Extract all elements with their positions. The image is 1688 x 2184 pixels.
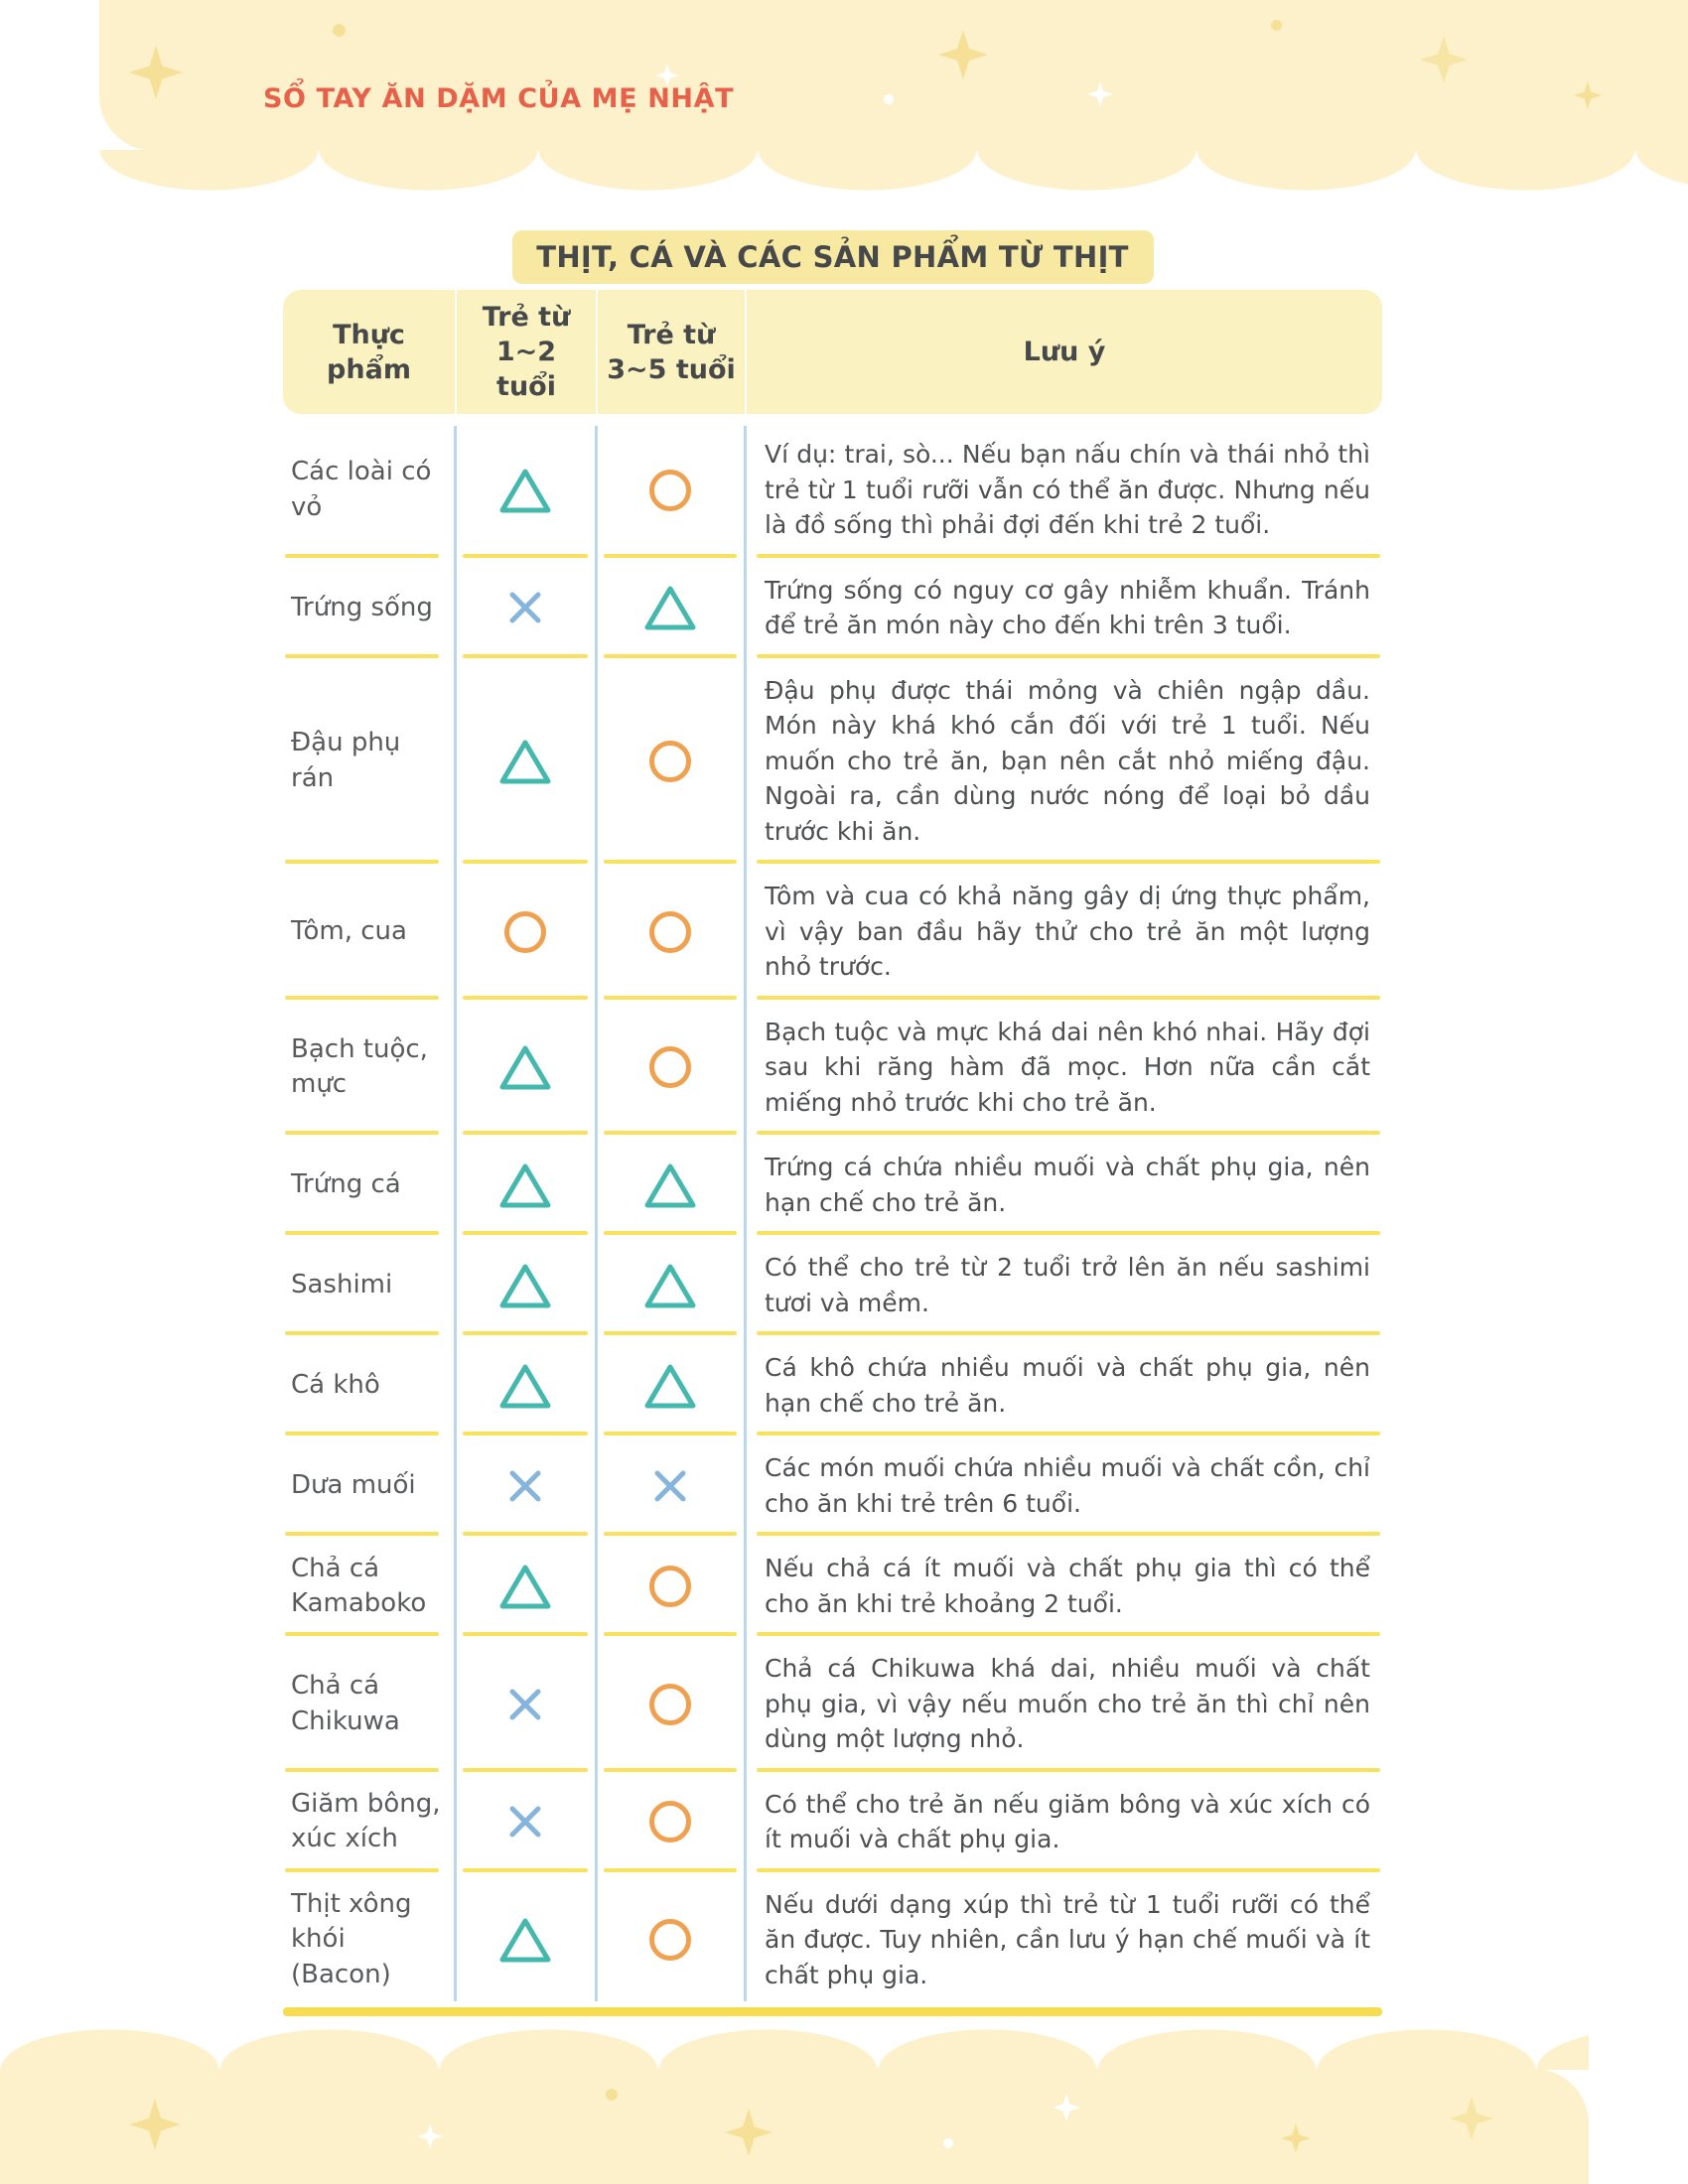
note-text: Có thể cho trẻ ăn nếu giăm bông và xúc xích có ít muối và chất phụ gia. <box>765 1789 1370 1854</box>
food-name: Bạch tuộc, mực <box>291 1033 428 1100</box>
rating-3-5-cell <box>596 1335 745 1435</box>
star-icon <box>417 2123 443 2149</box>
rating-3-5-cell <box>596 1435 745 1536</box>
circle-icon <box>647 1682 693 1727</box>
rating-3-5-cell <box>596 1772 745 1872</box>
note-text: Nếu chả cá ít muối và chất phụ gia thì có thể cho ăn khi trẻ khoảng 2 tuổi. <box>765 1554 1370 1618</box>
food-name: Tôm, cua <box>291 915 407 946</box>
food-cell <box>283 1772 455 1872</box>
food-name: Cá khô <box>291 1370 380 1401</box>
rating-1-2-cell <box>455 658 596 865</box>
rating-1-2-cell <box>455 1435 596 1536</box>
rating-3-5-cell <box>596 1636 745 1772</box>
dot-decoration <box>1271 20 1282 31</box>
circle-icon <box>647 739 693 784</box>
star-icon <box>1450 2097 1493 2140</box>
rating-1-2-cell <box>455 1636 596 1772</box>
rating-1-2-cell <box>455 864 596 1000</box>
note-text: Nếu dưới dạng xúp thì trẻ từ 1 tuổi rưỡi có thể ăn được. Tuy nhiên, cần lưu ý hạn chế muối và ít chất phụ gia. <box>765 1889 1370 1989</box>
food-cell <box>283 864 455 1000</box>
note-cell <box>745 422 1382 558</box>
food-cell <box>283 1335 455 1435</box>
food-cell <box>283 1000 455 1136</box>
food-cell <box>283 1235 455 1335</box>
triangle-icon <box>498 1262 552 1309</box>
scallop-edge-bottom <box>0 2029 1589 2070</box>
table-row <box>283 1435 1382 1536</box>
rating-1-2-cell <box>455 1335 596 1435</box>
table-row <box>283 864 1382 1000</box>
circle-icon <box>647 909 693 955</box>
scallop-edge-top <box>99 150 1688 191</box>
note-text: Trứng cá chứa nhiều muối và chất phụ gia, nên hạn chế cho trẻ ăn. <box>765 1153 1370 1217</box>
triangle-icon <box>498 1362 552 1410</box>
rating-1-2-cell <box>455 1872 596 2008</box>
table-row <box>283 558 1382 658</box>
star-icon <box>1053 2094 1080 2121</box>
triangle-icon <box>498 467 552 514</box>
column-header-age-3-5: Trẻ từ 3~5 tuổi <box>596 290 745 414</box>
food-table-section <box>283 230 1382 2097</box>
rating-3-5-cell <box>596 1536 745 1636</box>
note-text: Trứng sống có nguy cơ gây nhiễm khuẩn. Tránh để trẻ ăn món này cho đến khi trên 3 tuổi. <box>765 575 1370 640</box>
note-cell <box>745 658 1382 865</box>
note-text: Tôm và cua có khả năng gây dị ứng thực phẩm, vì vậy ban đầu hãy thử cho trẻ ăn một lượng nhỏ trước. <box>765 882 1370 982</box>
food-name: Sashimi <box>291 1270 393 1300</box>
rating-1-2-cell <box>455 422 596 558</box>
rating-1-2-cell <box>455 1000 596 1136</box>
table-row <box>283 1772 1382 1872</box>
star-icon <box>1281 2123 1311 2153</box>
table-row <box>283 1000 1382 1136</box>
food-name: Thịt xông khói (Bacon) <box>291 1889 412 1989</box>
bottom-rule <box>283 2007 1382 2016</box>
note-cell <box>745 1135 1382 1235</box>
food-cell <box>283 1435 455 1536</box>
note-cell <box>745 1772 1382 1872</box>
star-icon <box>1574 81 1602 109</box>
note-cell <box>745 1435 1382 1536</box>
star-icon <box>1420 36 1468 83</box>
rating-1-2-cell <box>455 1772 596 1872</box>
food-name: Chả cá Kamaboko <box>291 1553 427 1618</box>
book-title: SỔ TAY ĂN DẶM CỦA MẸ NHẬT <box>263 83 735 114</box>
triangle-icon <box>498 1916 552 1964</box>
rating-3-5-cell <box>596 1872 745 2008</box>
food-name: Dưa muối <box>291 1470 416 1501</box>
note-cell <box>745 1536 1382 1636</box>
table-row <box>283 1135 1382 1235</box>
food-cell <box>283 558 455 658</box>
circle-icon <box>502 909 548 955</box>
rating-1-2-cell <box>455 1135 596 1235</box>
dot-decoration <box>333 24 346 37</box>
rating-3-5-cell <box>596 1135 745 1235</box>
note-text: Bạch tuộc và mực khá dai nên khó nhai. Hãy đợi sau khi răng hàm đã mọc. Hơn nữa cần cắt miếng nhỏ trước khi cho trẻ ăn. <box>765 1017 1370 1117</box>
note-cell <box>745 558 1382 658</box>
star-icon <box>938 30 988 79</box>
food-name: Chả cá Chikuwa <box>291 1671 400 1736</box>
note-cell <box>745 1235 1382 1335</box>
cross-icon <box>504 587 546 628</box>
circle-icon <box>647 468 693 513</box>
circle-icon <box>647 1917 693 1963</box>
circle-icon <box>647 1044 693 1090</box>
triangle-icon <box>643 1362 697 1410</box>
column-header-age-1-2: Trẻ từ 1~2 tuổi <box>455 290 596 414</box>
top-decorative-band <box>99 0 1688 151</box>
triangle-icon <box>498 1563 552 1610</box>
food-cell <box>283 1872 455 2008</box>
triangle-icon <box>498 738 552 785</box>
note-text: Cá khô chứa nhiều muối và chất phụ gia, nên hạn chế cho trẻ ăn. <box>765 1353 1370 1418</box>
star-icon <box>1087 81 1113 107</box>
note-cell <box>745 1636 1382 1772</box>
table-title: THỊT, CÁ VÀ CÁC SẢN PHẨM TỪ THỊT <box>512 230 1154 284</box>
column-header-notes: Lưu ý <box>745 290 1382 414</box>
food-name: Trứng sống <box>291 592 433 622</box>
cross-icon <box>504 1684 546 1725</box>
star-icon <box>129 2099 181 2150</box>
triangle-icon <box>643 584 697 631</box>
note-text: Chả cá Chikuwa khá dai, nhiều muối và chất phụ gia, vì vậy nếu muốn cho trẻ ăn thì chỉ nên dùng một lượng nhỏ. <box>765 1654 1370 1754</box>
note-text: Đậu phụ được thái mỏng và chiên ngập dầu. Món này khá khó cắn đối với trẻ 1 tuổi. Nếu muốn cho trẻ ăn, bạn nên cắt nhỏ miếng đậu. Ngoài ra, cần dùng nước nóng để loại bỏ dầu trước khi ăn. <box>765 675 1370 846</box>
star-icon <box>725 2109 773 2156</box>
column-header-food: Thực phẩm <box>327 319 411 385</box>
triangle-icon <box>643 1161 697 1209</box>
note-cell <box>745 1872 1382 2008</box>
cross-icon <box>504 1465 546 1507</box>
rating-1-2-cell <box>455 1536 596 1636</box>
cross-icon <box>649 1465 691 1507</box>
circle-icon <box>647 1799 693 1844</box>
rating-1-2-cell <box>455 558 596 658</box>
food-name: Các loài có vỏ <box>291 457 432 522</box>
rating-3-5-cell <box>596 558 745 658</box>
table-row <box>283 1536 1382 1636</box>
note-cell <box>745 1335 1382 1435</box>
food-cell <box>283 1135 455 1235</box>
triangle-icon <box>498 1043 552 1091</box>
note-cell <box>745 1000 1382 1136</box>
dot-decoration <box>943 2138 953 2148</box>
rating-3-5-cell <box>596 422 745 558</box>
table-row <box>283 1636 1382 1772</box>
dot-decoration <box>884 94 894 104</box>
food-name: Giăm bông, xúc xích <box>291 1789 441 1854</box>
table-row <box>283 1235 1382 1335</box>
rating-3-5-cell <box>596 1000 745 1136</box>
dot-decoration <box>606 2089 618 2101</box>
circle-icon <box>647 1564 693 1609</box>
food-name: Trứng cá <box>291 1169 401 1200</box>
note-cell <box>745 864 1382 1000</box>
table-row <box>283 1335 1382 1435</box>
note-text: Có thể cho trẻ từ 2 tuổi trở lên ăn nếu sashimi tươi và mềm. <box>765 1253 1370 1317</box>
rating-3-5-cell <box>596 658 745 865</box>
food-cell <box>283 1636 455 1772</box>
table-body <box>283 422 1382 2007</box>
table-row <box>283 422 1382 558</box>
table-header <box>283 290 1382 414</box>
rating-3-5-cell <box>596 1235 745 1335</box>
star-icon <box>129 46 183 99</box>
triangle-icon <box>643 1262 697 1309</box>
food-name: Đậu phụ rán <box>291 728 401 793</box>
food-cell <box>283 1536 455 1636</box>
bottom-decorative-band <box>0 2069 1589 2184</box>
table-row <box>283 1872 1382 2008</box>
rating-3-5-cell <box>596 864 745 1000</box>
triangle-icon <box>498 1161 552 1209</box>
cross-icon <box>504 1801 546 1843</box>
rating-1-2-cell <box>455 1235 596 1335</box>
note-text: Ví dụ: trai, sò... Nếu bạn nấu chín và thái nhỏ thì trẻ từ 1 tuổi rưỡi vẫn có thể ăn được. Nhưng nếu là đồ sống thì phải đợi đến khi trẻ 2 tuổi. <box>765 440 1370 540</box>
food-cell <box>283 658 455 865</box>
note-text: Các món muối chứa nhiều muối và chất cồn, chỉ cho ăn khi trẻ trên 6 tuổi. <box>765 1453 1370 1518</box>
table-row <box>283 658 1382 865</box>
food-cell <box>283 422 455 558</box>
